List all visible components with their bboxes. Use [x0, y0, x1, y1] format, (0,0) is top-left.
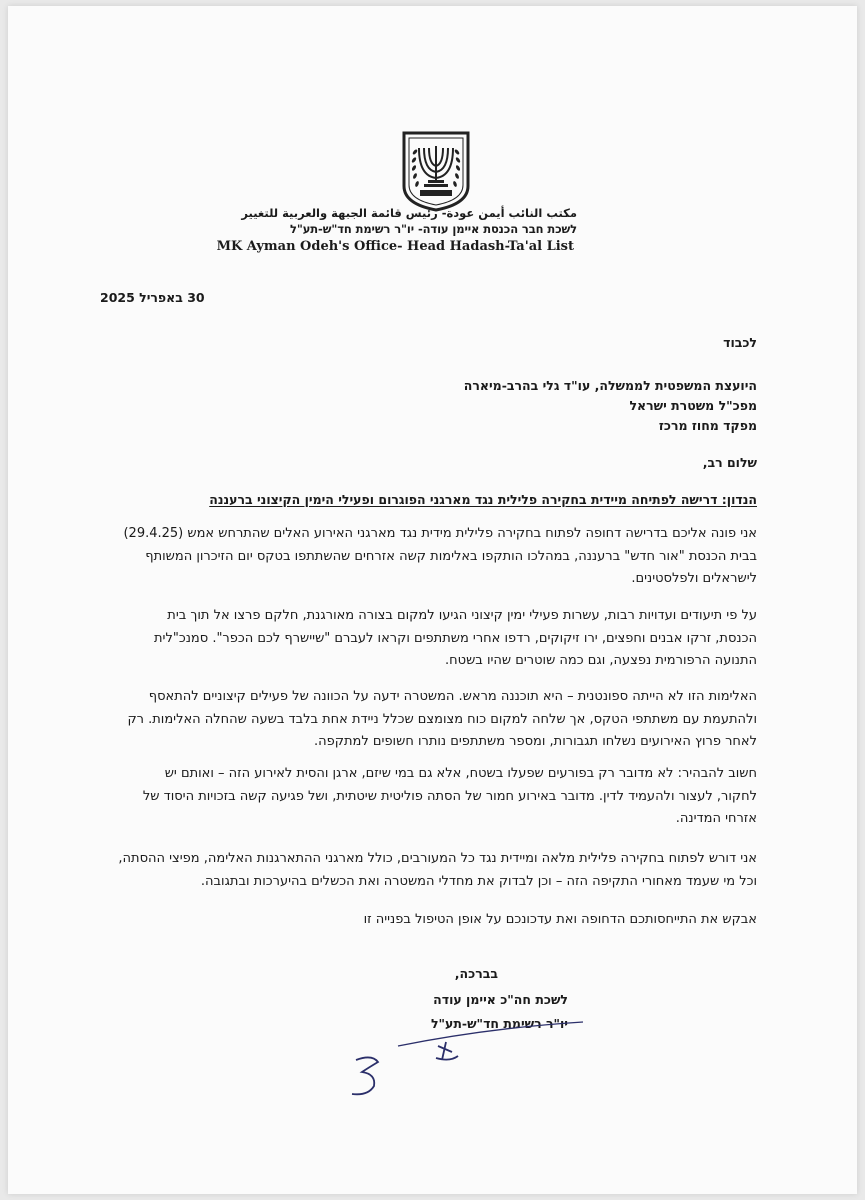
- body-paragraph-1: [85, 523, 757, 591]
- signoff-title: יו"ר רשימת חד"ש-תע"ל: [430, 1016, 568, 1031]
- signoff-office: לשכת חה"כ איימן עודה: [433, 992, 568, 1007]
- salutation: לכבוד: [723, 335, 757, 350]
- paragraph-line: התנועה הרפורמית נפצעה, וגם כמה שוטרים שהיו בשטח.: [445, 653, 757, 668]
- paragraph-line: אזרחי המדינה.: [675, 811, 757, 826]
- paragraph-line: לאחר פרוץ האירועים נשלחו תגבורות, ומספר משתתפים נותרו חשופים למתקפה.: [314, 734, 757, 749]
- state-emblem-icon: [400, 130, 472, 212]
- body-paragraph-4: [85, 763, 757, 831]
- recipients-block: [464, 376, 757, 436]
- body-paragraph-3: [85, 686, 757, 754]
- paragraph-line: אני פונה אליכם בדרישה דחופה לפתוח בחקירה פלילית מידית נגד מארגני האירוע האלים שהתרחש אמש (29.4.25): [123, 526, 757, 541]
- paragraph-line: האלימות הזו לא הייתה ספונטנית – היא תוכננה מראש. המשטרה ידעה על הכוונה של פעילים קיצוניים להתאסף: [148, 689, 757, 704]
- greeting: שלום רב,: [702, 455, 757, 470]
- letter-page: [8, 6, 857, 1194]
- paragraph-line: ולהתעמת עם משתתפי הטקס, אך שלחה למקום כוח מצומצם שכלל ניידת אחת בלבד בשעה שהחלה האלימות. רק: [127, 711, 757, 727]
- handwritten-signature: [338, 1016, 588, 1106]
- paragraph-line: לישראלים ולפלסטינים.: [631, 571, 757, 586]
- header-office-arabic: مكتب النائب أيمن عودة- رئيس قائمة الجبهة والعربية للتغيير: [241, 206, 577, 220]
- recipient-line: מפקד מחוז מרכז: [658, 418, 757, 433]
- subject-line: הנדון: דרישה לפתיחה מיידית בחקירה פלילית נגד מארגני הפוגרום ופעילי הימין הקיצוני ברעננה: [209, 492, 757, 507]
- body-paragraph-6: [85, 909, 757, 932]
- paragraph-line: בבית הכנסת "אור חדש" ברעננה, במהלכו הותקפו באלימות קשה אזרחים שהשתתפו בטקס יום הזיכרון המשותף: [145, 548, 757, 564]
- body-paragraph-2: [85, 605, 757, 673]
- paragraph-line: על פי תיעודים ועדויות רבות, עשרות פעילי ימין קיצוני הגיעו למקום בצורה מאורגנת, חלקם פרצו אל תוך בית: [167, 608, 757, 623]
- paragraph-line: וכל מי שעמד מאחורי התקיפה הזה – וכן לבדוק את מחדלי המשטרה ואת הכשלים בהיערכות ובתגובה.: [200, 873, 757, 889]
- paragraph-line: אבקש את התייחסותכם הדחופה ואת עדכונכם על אופן הטיפול בפנייה זו: [363, 912, 757, 927]
- header-office-hebrew: לשכת חבר הכנסת איימן עודה- יו"ר רשימת חד"ש-תע"ל: [289, 222, 577, 236]
- body-paragraph-5: [85, 848, 757, 893]
- recipient-line: מפכ"ל משטרת ישראל: [629, 398, 757, 413]
- closing: בברכה,: [454, 966, 498, 981]
- header-office-english: MK Ayman Odeh's Office- Head Hadash-Ta'al List: [216, 239, 574, 254]
- recipient-line: היועצת המשפטית לממשלה, עו"ד גלי בהרב-מיארה: [463, 378, 757, 393]
- paragraph-line: לחקור, לעצור ולהעמיד לדין. מדובר באירוע חמור של הסתה פוליטית שיטתית, ושל פגיעה קשה בזכויות היסוד של: [142, 788, 757, 804]
- letter-date: 30 באפריל 2025: [100, 290, 205, 305]
- paragraph-line: אני דורש לפתוח בחקירה פלילית מלאה ומיידית נגד כל המעורבים, כולל מארגני ההתארגנות האלימה, מפיצי ההסתה,: [118, 851, 757, 866]
- paragraph-line: הכנסת, זרקו אבנים וחפצים, ירו זיקוקים, רדפו אחרי משתתפים וקראו לעברם "שיישרף לכם הכפר". סמנכ"לית: [154, 630, 757, 646]
- paragraph-line: חשוב להבהיר: לא מדובר רק בפורעים שפעלו בשטח, אלא גם במי שיזם, ארגן והסית לאירוע הזה – ואותם יש: [164, 766, 757, 781]
